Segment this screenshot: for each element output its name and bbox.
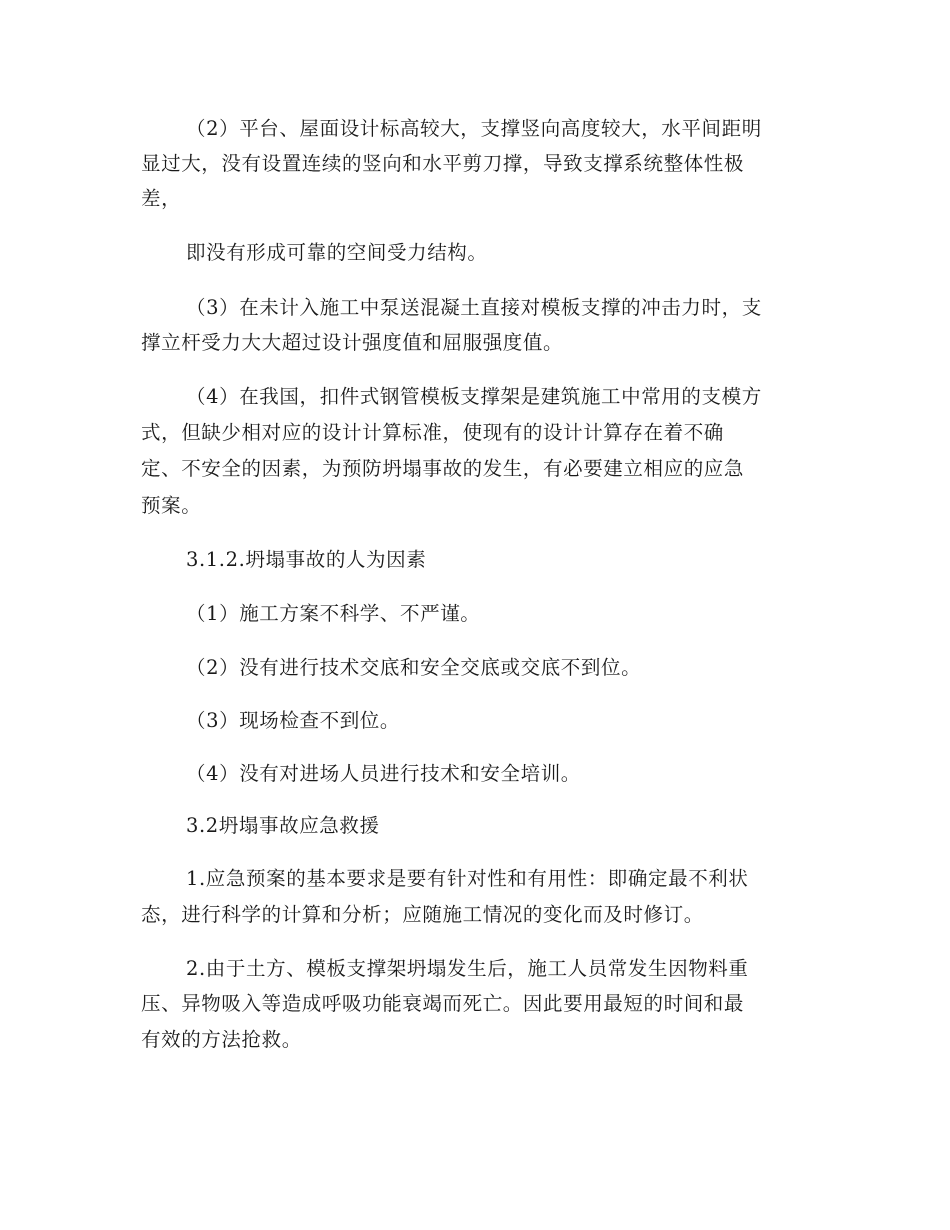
paragraph-line: （2）平台、屋面设计标高较大，支撑竖向高度较大，水平间距明 (186, 117, 762, 140)
paragraph-line: 预案。 (141, 494, 202, 517)
list-item: （4）没有对进场人员进行技术和安全培训。 (186, 762, 581, 785)
paragraph-line: 差， (141, 187, 182, 210)
section-heading: 3.2坍塌事故应急救援 (186, 814, 380, 837)
paragraph-line: 定、不安全的因素，为预防坍塌事故的发生，有必要建立相应的应急 (141, 457, 745, 480)
paragraph-line: 压、异物吸入等造成呼吸功能衰竭而死亡。因此要用最短的时间和最 (141, 992, 745, 1015)
paragraph-line: （3）在未计入施工中泵送混凝土直接对模板支撑的冲击力时，支 (186, 296, 762, 319)
paragraph-line: 撑立杆受力大大超过设计强度值和屈服强度值。 (141, 331, 564, 354)
paragraph-line: 有效的方法抢救。 (141, 1028, 302, 1051)
paragraph-line: 2.由于土方、模板支撑架坍塌发生后，施工人员常发生因物料重 (186, 957, 749, 980)
list-item: （2）没有进行技术交底和安全交底或交底不到位。 (186, 656, 642, 679)
paragraph-line: 态，进行科学的计算和分析；应随施工情况的变化而及时修订。 (141, 903, 704, 926)
paragraph-line: （4）在我国，扣件式钢管模板支撑架是建筑施工中常用的支模方 (186, 385, 762, 408)
paragraph-line: 1.应急预案的基本要求是要有针对性和有用性：即确定最不利状 (186, 867, 749, 890)
paragraph-line: 式，但缺少相对应的设计计算标准，使现有的设计计算存在着不确 (141, 421, 724, 444)
paragraph-line: 显过大，没有设置连续的竖向和水平剪刀撑，导致支撑系统整体性极 (141, 152, 745, 175)
paragraph-line: 即没有形成可靠的空间受力结构。 (186, 241, 488, 264)
list-item: （3）现场检查不到位。 (186, 709, 401, 732)
list-item: （1）施工方案不科学、不严谨。 (186, 602, 481, 625)
section-heading: 3.1.2.坍塌事故的人为因素 (186, 548, 427, 571)
